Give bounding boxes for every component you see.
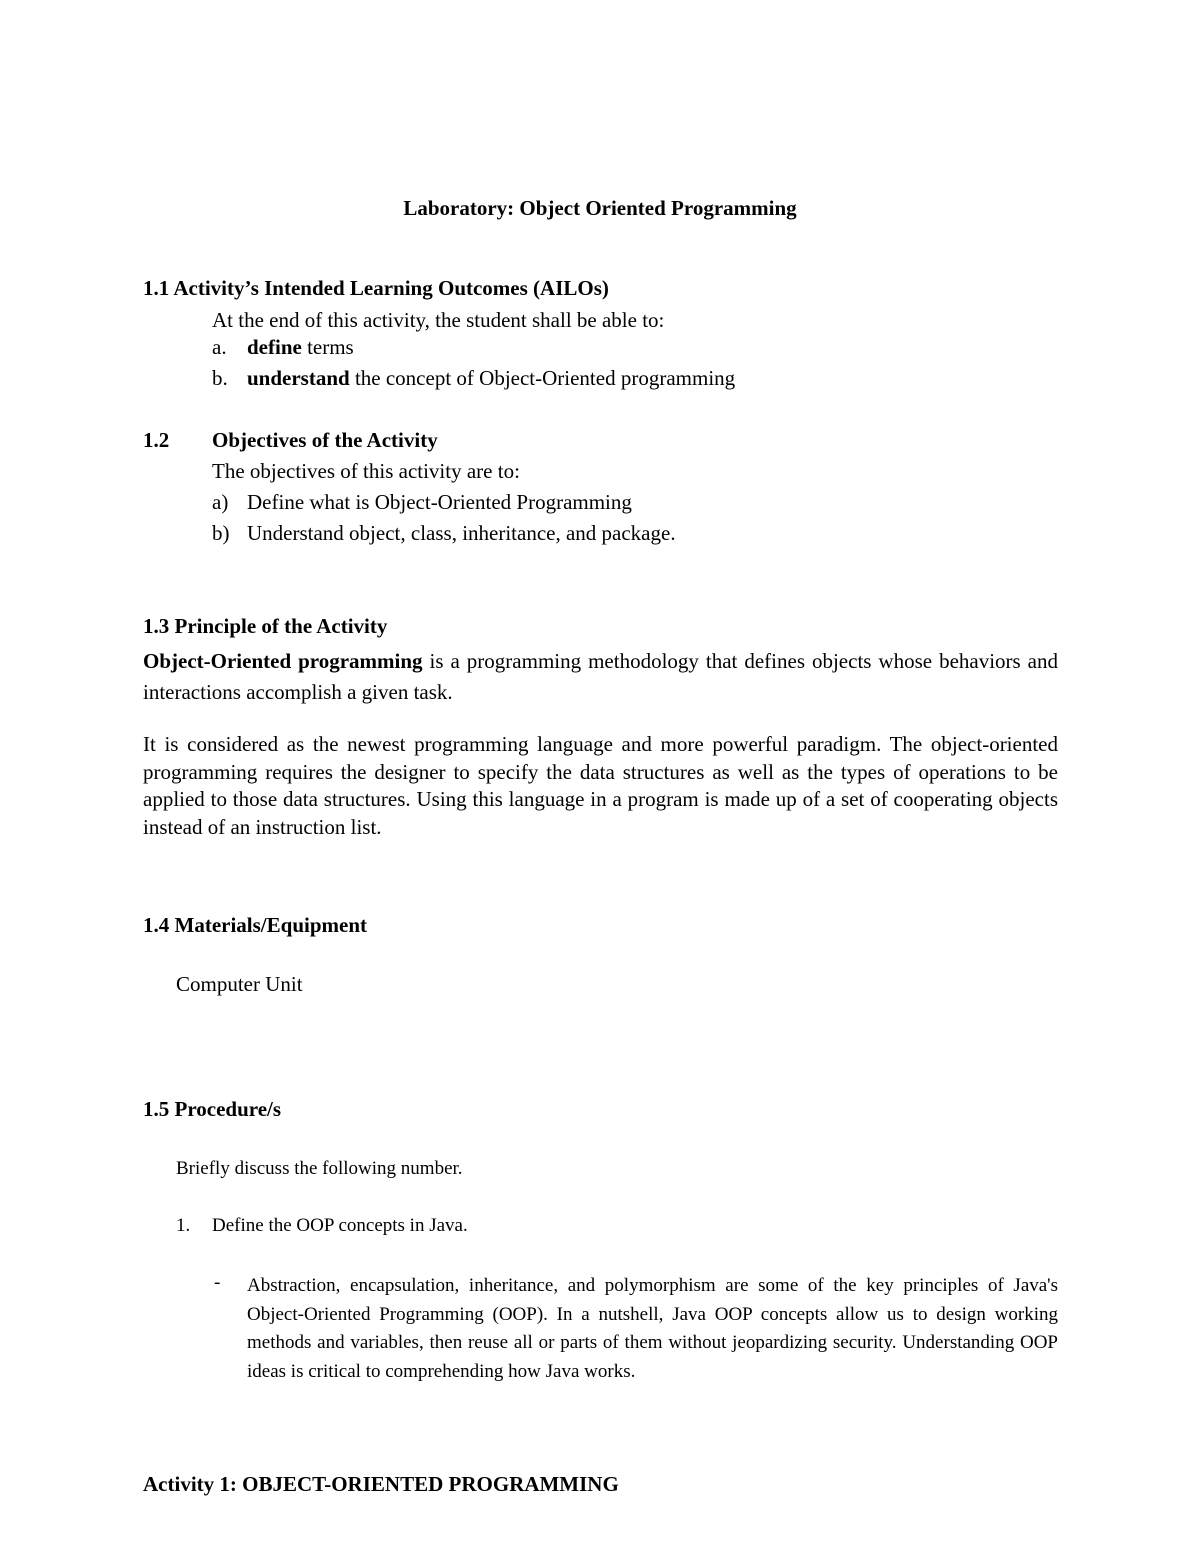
principle-paragraph-1-text: is a programming methodology that defines objects whose behaviors and interactions accomplish a given task. (143, 649, 1059, 704)
section-1-4-heading: 1.4 Materials/Equipment (143, 913, 367, 937)
ailo-item-b (247, 366, 735, 391)
objective-item-a: Define what is Object-Oriented Programming (247, 490, 632, 514)
procedure-answer: Abstraction, encapsulation, inheritance, and polymorphism are some of the key principles of Java's Object-Oriented Programming (OOP). In a nutshell, Java OOP concepts allow us to design working methods and variables, then reuse all or parts of them without jeopardizing security. Understanding OOP ideas is critical to comprehending how Java works. (247, 1275, 1058, 1382)
objective-marker-a: a) (212, 490, 229, 514)
section-1-2-number: 1.2 (143, 428, 170, 452)
principle-paragraph-2: It is considered as the newest programming language and more powerful paradigm. The object-oriented programming requires the designer to specify the data structures as well as the types of operations to be applied to those data structures. Using this language in a program is made up of a set of cooperating objects instead of an instruction list. (143, 732, 1058, 839)
procedure-intro: Briefly discuss the following number. (176, 1158, 463, 1179)
ailo-item-a (247, 335, 354, 360)
principle-paragraph-1-bold: Object-Oriented programming (143, 649, 423, 673)
procedure-question: Define the OOP concepts in Java. (212, 1215, 468, 1236)
section-1-1-heading: 1.1 Activity’s Intended Learning Outcomes (AILOs) (143, 276, 609, 300)
section-1-2-intro: The objectives of this activity are to: (212, 459, 520, 483)
section-1-1-intro: At the end of this activity, the student shall be able to: (212, 308, 665, 332)
procedure-question-number: 1. (176, 1215, 191, 1236)
ailo-marker-b: b. (212, 366, 228, 390)
answer-bullet: - (214, 1272, 221, 1293)
activity-heading: Activity 1: OBJECT-ORIENTED PROGRAMMING (143, 1472, 619, 1496)
objective-item-b: Understand object, class, inheritance, and package. (247, 521, 676, 545)
materials-item: Computer Unit (176, 972, 303, 996)
ailo-item-b-bold: understand (247, 366, 350, 390)
section-1-2-heading: Objectives of the Activity (212, 428, 438, 452)
ailo-item-a-bold: define (247, 335, 302, 359)
objective-marker-b: b) (212, 521, 230, 545)
page-title: Laboratory: Object Oriented Programming (403, 196, 797, 220)
principle-paragraph-1 (143, 646, 1058, 708)
ailo-marker-a: a. (212, 335, 227, 359)
section-1-3-heading: 1.3 Principle of the Activity (143, 614, 388, 638)
ailo-item-a-text: terms (301, 335, 354, 359)
section-1-5-heading: 1.5 Procedure/s (143, 1097, 282, 1121)
ailo-item-b-text: the concept of Object-Oriented programming (349, 366, 736, 390)
